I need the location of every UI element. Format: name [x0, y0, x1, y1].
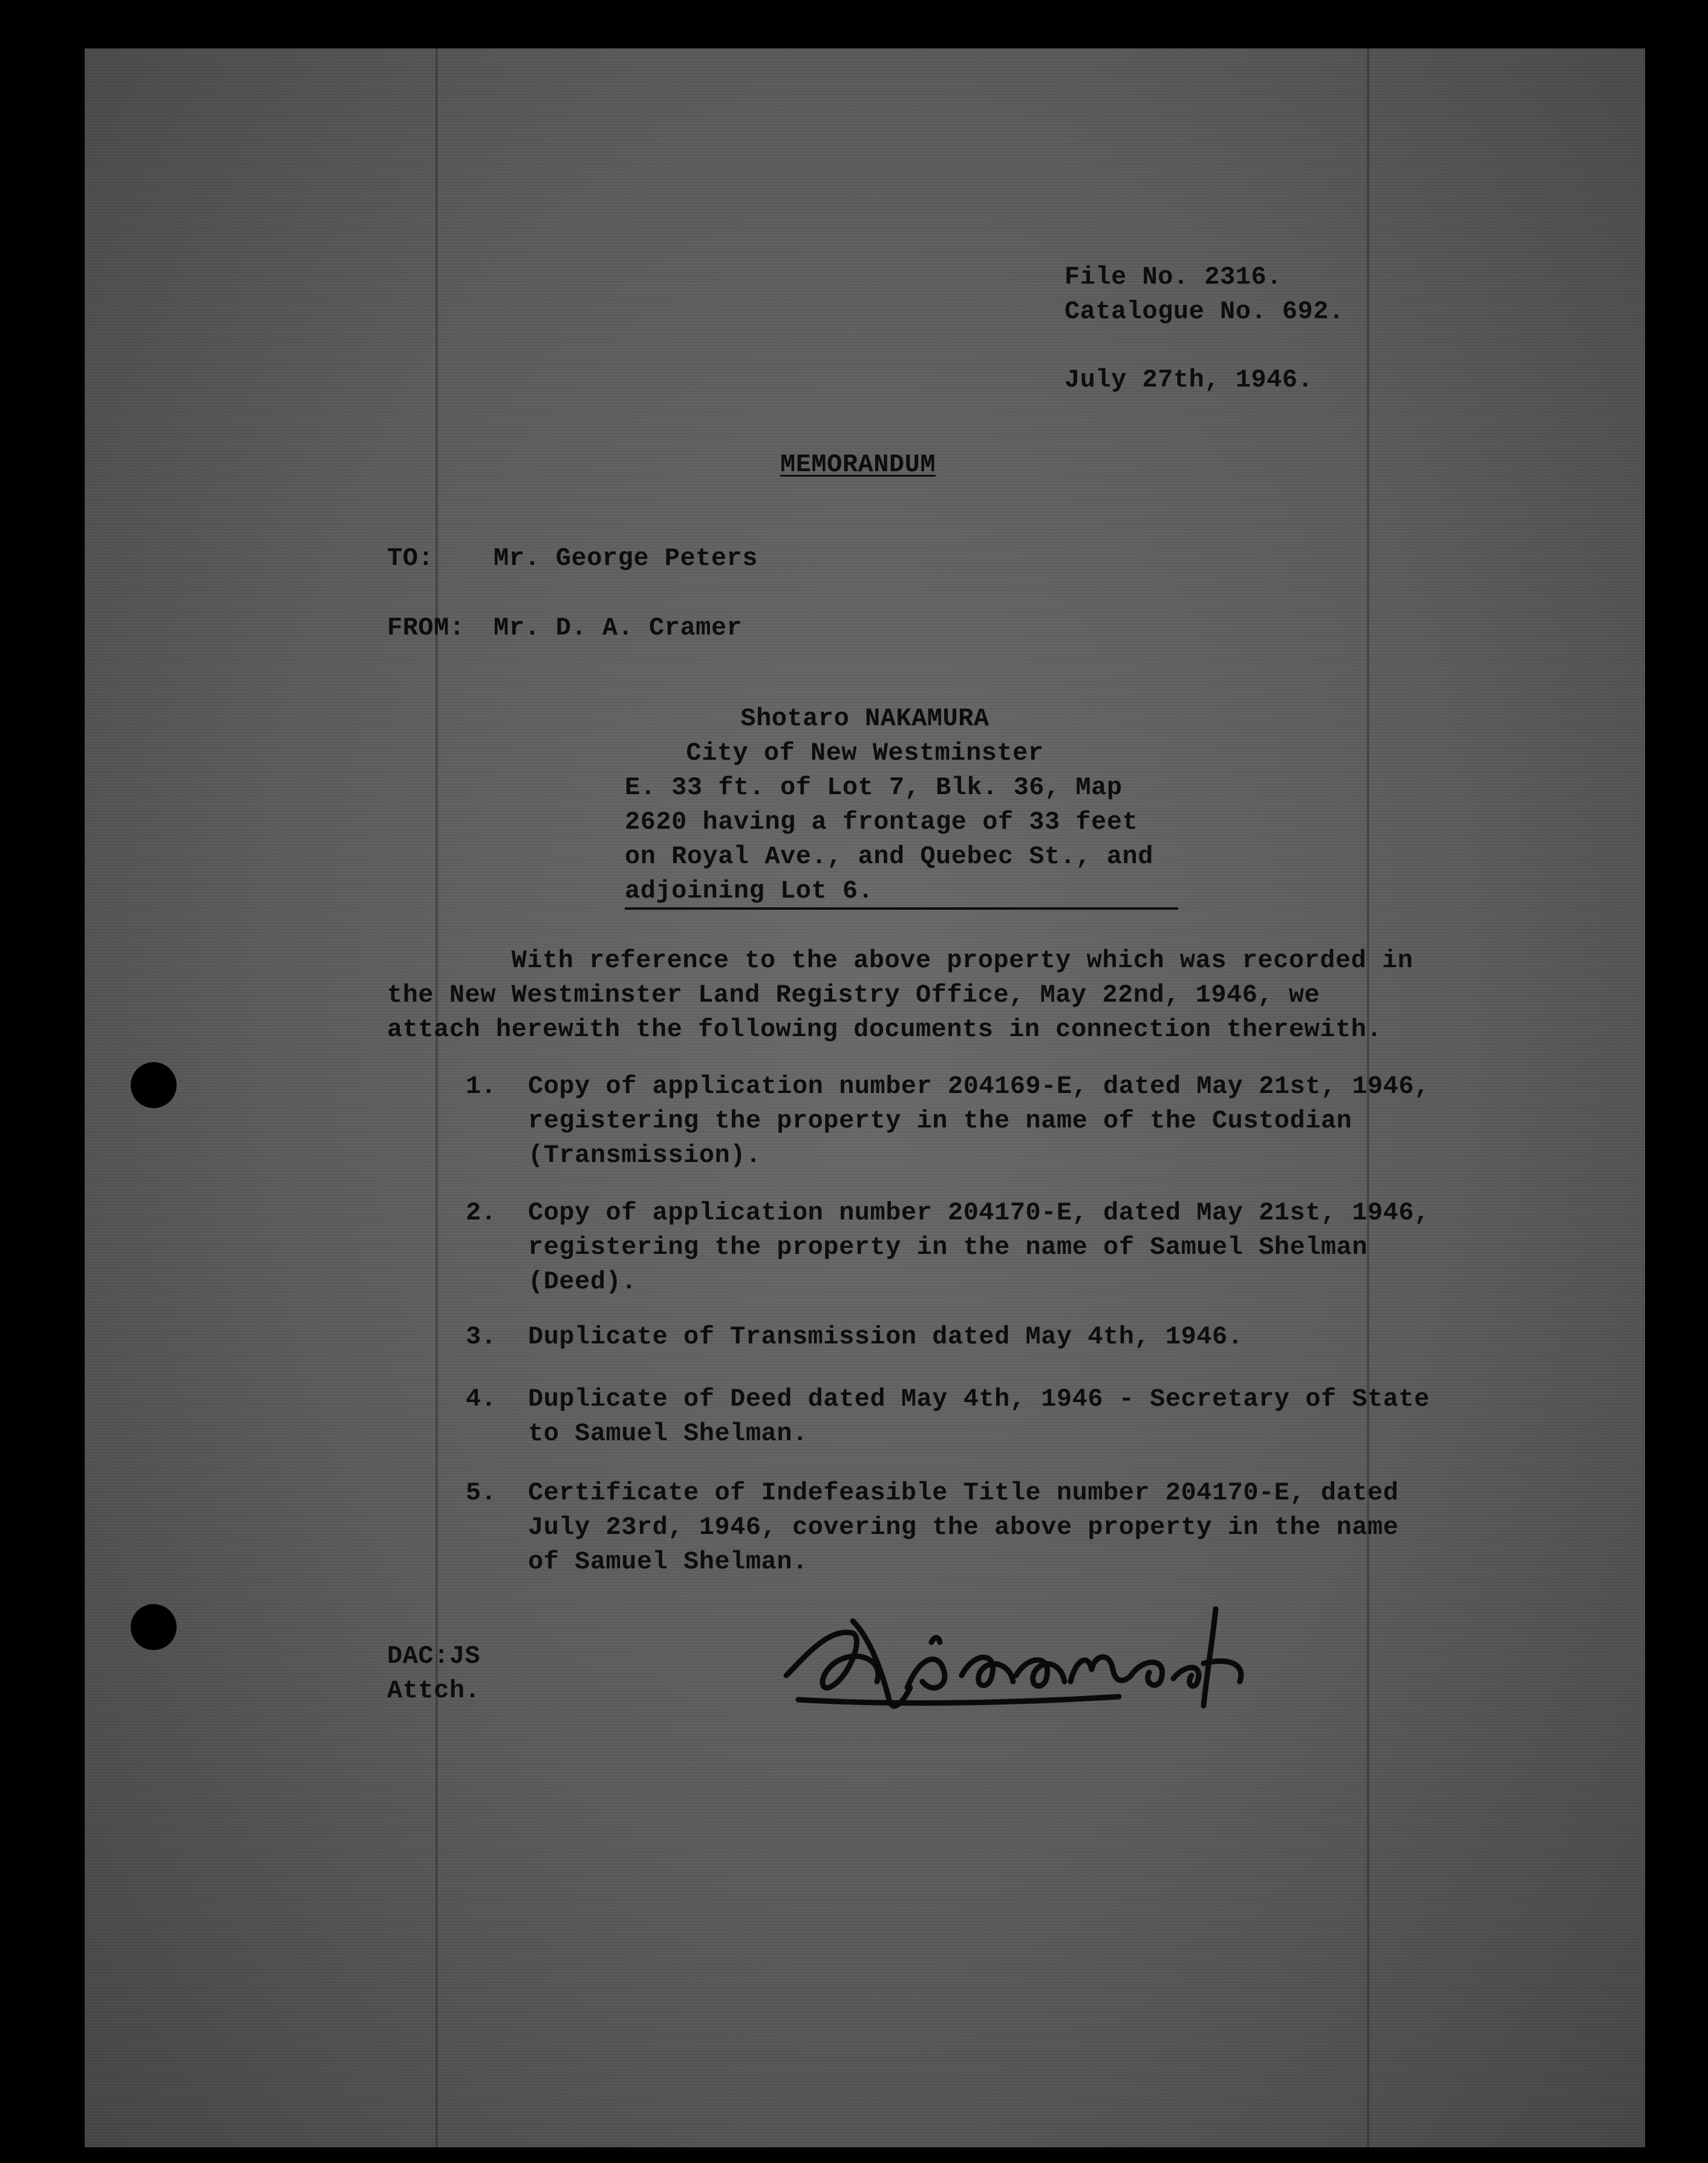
list-item: Copy of application number 204169-E, dated May 21st, 1946, registering the property in the name of the Custodian (Transmission). — [528, 1072, 1430, 1170]
from-name: Mr. D. A. Cramer — [494, 613, 743, 642]
reference-initials — [387, 1639, 480, 1708]
to-label: TO: — [387, 544, 434, 573]
property-description — [625, 771, 1153, 909]
subject-underline — [625, 907, 1178, 910]
owner-name: Shotaro NAKAMURA — [740, 704, 989, 733]
list-item: Certificate of Indefeasible Title number 204170-E, dated July 23rd, 1946, covering the above property in the name of Samuel Shelman. — [528, 1478, 1399, 1576]
body-line: With reference to the above property which was recorded in — [387, 946, 1413, 975]
typist-initials: DAC:JS — [387, 1642, 481, 1671]
memo-title: MEMORANDUM — [780, 450, 936, 479]
property-description-line: E. 33 ft. of Lot 7, Blk. 36, Map — [625, 773, 1123, 802]
body-line: the New Westminster Land Registry Office, May 22nd, 1946, we — [387, 980, 1320, 1010]
memorandum-page — [85, 48, 1645, 2147]
list-item: Copy of application number 204170-E, dated May 21st, 1946, registering the property in the name of Samuel Shelman (Deed). — [528, 1198, 1430, 1296]
file-number: File No. 2316. — [1064, 263, 1282, 292]
attachment-note: Attch. — [387, 1676, 481, 1705]
list-number: 1. — [466, 1072, 497, 1101]
list-number: 2. — [466, 1198, 497, 1227]
scan-line — [435, 48, 438, 2147]
body-paragraph — [387, 944, 1413, 1047]
punch-hole — [131, 1604, 177, 1650]
punch-hole — [131, 1062, 177, 1108]
property-description-line: on Royal Ave., and Quebec St., and — [625, 842, 1153, 871]
list-item: Duplicate of Transmission dated May 4th, 1946. — [528, 1322, 1244, 1351]
from-label: FROM: — [387, 613, 465, 642]
list-number: 5. — [466, 1478, 497, 1507]
property-city: City of New Westminster — [686, 739, 1044, 768]
property-description-line: 2620 having a frontage of 33 feet — [625, 807, 1138, 837]
file-reference — [1064, 260, 1345, 329]
property-subject-heading — [617, 702, 1113, 771]
list-number: 3. — [466, 1322, 497, 1351]
body-line: attach herewith the following documents in connection therewith. — [387, 1015, 1383, 1044]
property-description-line: adjoining Lot 6. — [625, 876, 874, 905]
handwritten-signature — [780, 1585, 1385, 1742]
list-item: Duplicate of Deed dated May 4th, 1946 - Secretary of State to Samuel Shelman. — [528, 1385, 1430, 1448]
to-name: Mr. George Peters — [494, 544, 758, 573]
memo-date: July 27th, 1946. — [1064, 365, 1314, 394]
list-number: 4. — [466, 1385, 497, 1414]
catalogue-number: Catalogue No. 692. — [1064, 297, 1345, 326]
